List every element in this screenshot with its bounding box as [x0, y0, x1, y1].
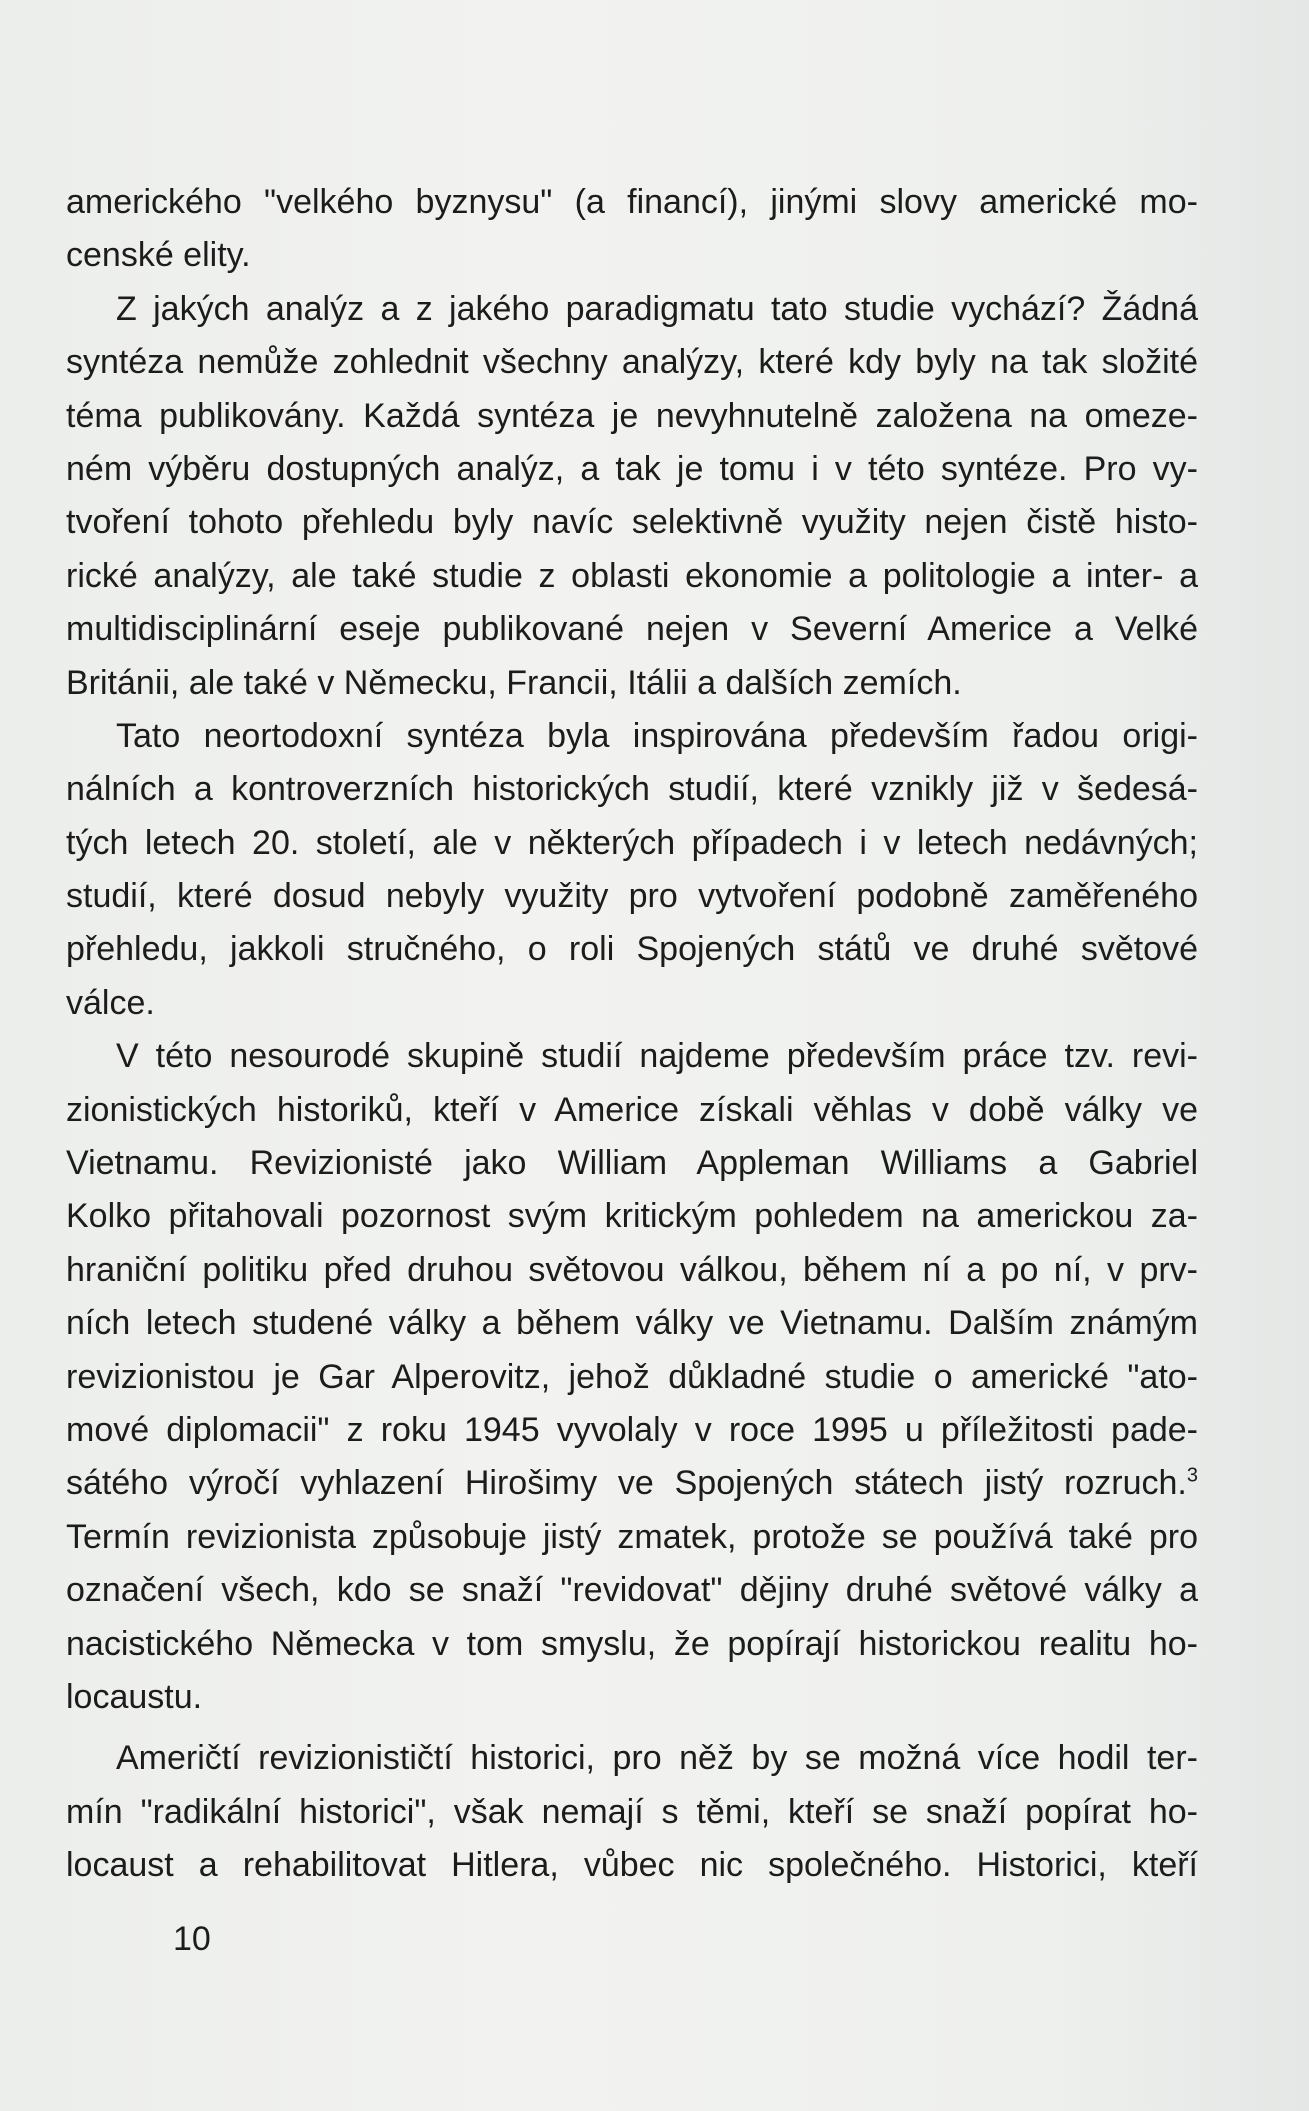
text-line: ních letech studené války a během války ve Vietnamu. Dalším známým — [66, 1304, 1198, 1343]
paragraph — [66, 176, 1198, 283]
text-line: locaust a rehabilitovat Hitlera, vůbec nic společného. Historici, kteří — [66, 1846, 1198, 1885]
paragraph — [66, 283, 1198, 710]
body-text — [66, 176, 1198, 1893]
footnote-marker: 3 — [1186, 1465, 1198, 1488]
text-line: amerického "velkého byznysu" (a financí), jinými slovy americké mo- — [66, 183, 1198, 221]
paragraph — [66, 1732, 1198, 1892]
text-line: syntéza nemůže zohlednit všechny analýzy, které kdy byly na tak složité — [66, 343, 1198, 382]
text-line: V této nesourodé skupině studií najdeme především práce tzv. revi- — [116, 1037, 1198, 1076]
text-line: téma publikovány. Každá syntéza je nevyhnutelně založena na omeze- — [66, 396, 1198, 435]
text-line: studií, které dosud nebyly využity pro vytvoření podobně zaměřeného — [66, 877, 1198, 916]
text-line: mín "radikální historici", však nemají s těmi, kteří se snaží popírat ho- — [66, 1792, 1198, 1831]
text-line: nálních a kontroverzních historických studií, které vznikly již v šedesá- — [66, 770, 1198, 809]
text-line: Vietnamu. Revizionisté jako William Appleman Williams a Gabriel — [66, 1144, 1198, 1183]
text-line: přehledu, jakkoli stručného, o roli Spojených států ve druhé světové — [66, 930, 1198, 969]
text-line: censké elity. — [66, 236, 251, 275]
text-line: rické analýzy, ale také studie z oblasti ekonomie a politologie a inter- a — [66, 556, 1198, 595]
text-line: nacistického Německa v tom smyslu, že popírají historickou realitu ho- — [66, 1624, 1198, 1663]
text-line: hraniční politiku před druhou světovou válkou, během ní a po ní, v prv- — [66, 1250, 1198, 1289]
text-line: Tato neortodoxní syntéza byla inspirována především řadou origi- — [116, 716, 1198, 755]
text-line: Z jakých analýz a z jakého paradigmatu tato studie vychází? Žádná — [116, 289, 1198, 328]
paragraph — [66, 710, 1198, 1030]
text-line: mové diplomacii" z roku 1945 vyvolaly v roce 1995 u příležitosti pade- — [66, 1410, 1198, 1449]
text-line: Kolko přitahovali pozornost svým kritickým pohledem na americkou za- — [66, 1197, 1198, 1236]
text-line: Američtí revizionističtí historici, pro něž by se možná více hodil ter- — [116, 1739, 1198, 1778]
text-line: ném výběru dostupných analýz, a tak je tomu i v této syntéze. Pro vy- — [66, 449, 1198, 488]
text-line: Británii, ale také v Německu, Francii, Itálii a dalších zemích. — [66, 663, 962, 702]
text-line: tých letech 20. století, ale v některých případech i v letech nedávných; — [66, 823, 1198, 862]
text-line: sátého výročí vyhlazení Hirošimy ve Spojených státech jistý rozruch.$^3$ — [66, 1464, 1198, 1503]
text-line: zionistických historiků, kteří v Americe získali věhlas v době války ve — [66, 1090, 1198, 1129]
text-line: revizionistou je Gar Alperovitz, jehož důkladné studie o americké "ato- — [66, 1357, 1198, 1396]
text-line: označení všech, kdo se snaží "revidovat" dějiny druhé světové války a — [66, 1571, 1198, 1610]
text-line: tvoření tohoto přehledu byly navíc selektivně využity nejen čistě histo- — [66, 503, 1198, 542]
text-line: Termín revizionista způsobuje jistý zmatek, protože se používá také pro — [66, 1517, 1198, 1556]
text-line: válce. — [66, 983, 155, 1022]
page-number: 10 — [173, 1920, 211, 1958]
paragraph — [66, 1030, 1198, 1724]
text-line: locaustu. — [66, 1677, 203, 1716]
text-line: multidisciplinární eseje publikované nejen v Severní Americe a Velké — [66, 610, 1198, 649]
